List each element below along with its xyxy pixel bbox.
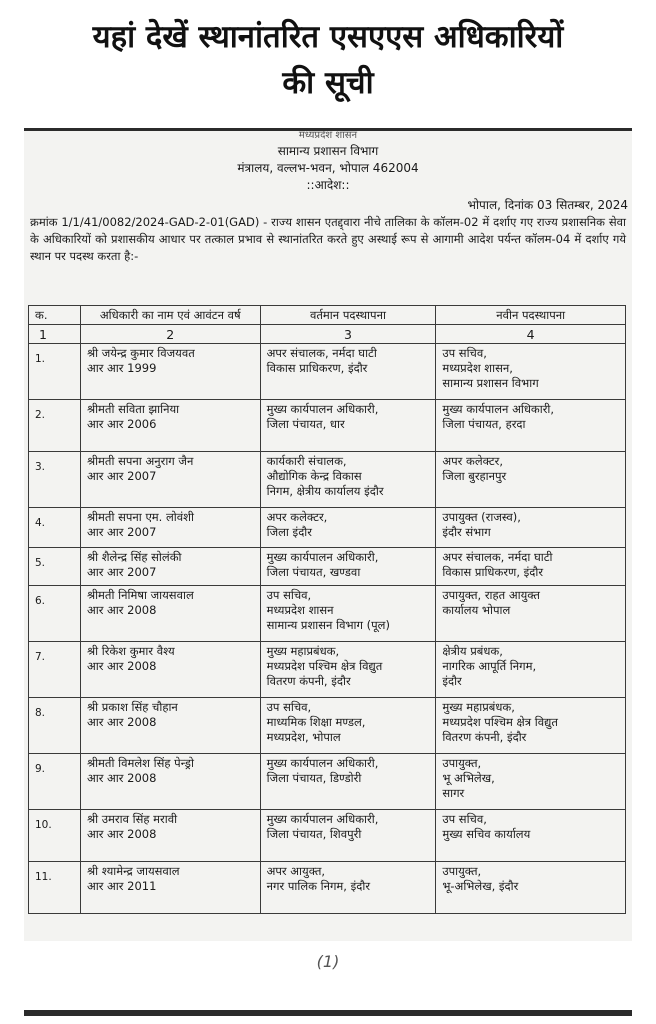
column-number-row [29, 325, 626, 344]
current-posting-cell [260, 548, 436, 586]
officer-name: श्री प्रकाश सिंह चौहान [86, 700, 178, 714]
officer-cell [80, 400, 260, 452]
serial-number: 6. [29, 586, 81, 642]
current-posting-line: जिला पंचायत, डिण्डोरी [266, 771, 362, 785]
officer-batch: आर आर 2007 [86, 525, 157, 539]
officer-name: श्रीमती सपना एम. लोवंशी [86, 510, 194, 524]
new-posting-line: मुख्य सचिव कार्यालय [442, 827, 531, 841]
new-posting-cell [436, 548, 626, 586]
officer-cell [80, 810, 260, 862]
col-number: 3 [260, 325, 436, 344]
table-row [29, 400, 626, 452]
current-posting-line: विकास प्राधिकरण, इंदौर [266, 361, 368, 375]
serial-number: 10. [29, 810, 81, 862]
new-posting-line: उप सचिव, [442, 812, 487, 826]
officer-name: श्री उमराव सिंह मरावी [86, 812, 178, 826]
table-row [29, 344, 626, 400]
officer-name: श्री रिकेश कुमार वैश्य [86, 644, 175, 658]
current-posting-line: जिला पंचायत, खण्डवा [266, 565, 361, 579]
current-posting-cell [260, 642, 436, 698]
table-row [29, 548, 626, 586]
current-posting-line: मुख्य कार्यपालन अधिकारी, [266, 550, 379, 564]
department-address: मंत्रालय, वल्लभ-भवन, भोपाल 462004 [237, 161, 419, 175]
col-number: 1 [29, 325, 81, 344]
officer-name: श्री शैलेन्द्र सिंह सोलंकी [86, 550, 182, 564]
new-posting-line: मध्यप्रदेश शासन, [442, 361, 513, 375]
table-row [29, 862, 626, 914]
new-posting-line: जिला बुरहानपुर [442, 469, 507, 483]
current-posting-line: सामान्य प्रशासन विभाग (पूल) [266, 618, 390, 632]
new-posting-line: नागरिक आपूर्ति निगम, [442, 659, 537, 673]
current-posting-cell [260, 586, 436, 642]
current-posting-line: मुख्य कार्यपालन अधिकारी, [266, 756, 379, 770]
officer-cell [80, 452, 260, 508]
header-current: वर्तमान पदस्थापना [260, 306, 436, 325]
serial-number: 5. [29, 548, 81, 586]
current-posting-line: नगर पालिक निगम, इंदौर [266, 879, 371, 893]
new-posting-line: कार्यालय भोपाल [442, 603, 511, 617]
new-posting-line: अपर संचालक, नर्मदा घाटी [442, 550, 553, 564]
current-posting-line: मध्यप्रदेश, भोपाल [266, 730, 341, 744]
new-posting-cell [436, 810, 626, 862]
table-row [29, 452, 626, 508]
officer-cell [80, 754, 260, 810]
current-posting-line: अपर आयुक्त, [266, 864, 326, 878]
serial-number: 9. [29, 754, 81, 810]
serial-number: 1. [29, 344, 81, 400]
officer-batch: आर आर 2011 [86, 879, 157, 893]
table-row [29, 698, 626, 754]
new-posting-line: सागर [442, 786, 465, 800]
current-posting-cell [260, 698, 436, 754]
officer-name: श्री श्यामेन्द्र जायसवाल [86, 864, 180, 878]
new-posting-line: मुख्य कार्यपालन अधिकारी, [442, 402, 555, 416]
new-posting-line: उपायुक्त, राहत आयुक्त [442, 588, 540, 602]
headline-line-2: की सूची [282, 65, 374, 101]
transfer-table [28, 305, 626, 914]
serial-number: 4. [29, 508, 81, 548]
table-row [29, 642, 626, 698]
new-posting-line: सामान्य प्रशासन विभाग [442, 376, 539, 390]
page-number: (1) [316, 952, 340, 971]
new-posting-line: अपर कलेक्टर, [442, 454, 504, 468]
current-posting-cell [260, 862, 436, 914]
new-posting-cell [436, 754, 626, 810]
new-posting-line: इंदौर संभाग [442, 525, 491, 539]
officer-name: श्रीमती सविता झानिया [86, 402, 180, 416]
current-posting-line: मुख्य कार्यपालन अधिकारी, [266, 402, 379, 416]
officer-batch: आर आर 2007 [86, 565, 157, 579]
new-posting-line: विकास प्राधिकरण, इंदौर [442, 565, 544, 579]
officer-cell [80, 344, 260, 400]
officer-batch: आर आर 2008 [86, 603, 157, 617]
new-posting-cell [436, 642, 626, 698]
headline [0, 14, 656, 106]
current-posting-line: वितरण कंपनी, इंदौर [266, 674, 351, 688]
officer-name: श्रीमती विमलेश सिंह पेन्ड्रो [86, 756, 194, 770]
officer-cell [80, 698, 260, 754]
serial-number: 11. [29, 862, 81, 914]
department-name: सामान्य प्रशासन विभाग [277, 144, 379, 158]
order-text: क्रमांक 1/1/41/0082/2024-GAD-2-01(GAD) - राज्य शासन एतद्द्वारा नीचे तालिका के कॉलम-02 में दर्शाए गए राज्य प्रशासनिक सेवा के अधिकारियों को प्रशासकीय आधार पर तत्काल प्रभाव से स्थानांतरित करते हुए अस्थाई रूप से आगामी आदेश पर्यन्त कॉलम-04 में दर्शाए गये स्थान पर पदस्थ करता है:- [30, 215, 626, 263]
new-posting-line: उप सचिव, [442, 346, 487, 360]
headline-line-1: यहां देखें स्थानांतरित एसएएस अधिकारियों [92, 19, 564, 55]
officer-batch: आर आर 2008 [86, 715, 157, 729]
officer-cell [80, 862, 260, 914]
table-row [29, 810, 626, 862]
officer-cell [80, 642, 260, 698]
current-posting-line: जिला पंचायत, शिवपुरी [266, 827, 362, 841]
new-posting-cell [436, 344, 626, 400]
officer-batch: आर आर 1999 [86, 361, 157, 375]
current-posting-line: उप सचिव, [266, 588, 312, 602]
current-posting-cell [260, 810, 436, 862]
current-posting-line: जिला इंदौर [266, 525, 312, 539]
current-posting-line: निगम, क्षेत्रीय कार्यालय इंदौर [266, 484, 384, 498]
table-row [29, 508, 626, 548]
table-header-row [29, 306, 626, 325]
new-posting-line: उपायुक्त, [442, 756, 482, 770]
current-posting-cell [260, 452, 436, 508]
current-posting-line: मुख्य महाप्रबंधक, [266, 644, 340, 658]
new-posting-line: भू अभिलेख, [442, 771, 495, 785]
new-posting-line: इंदौर [442, 674, 462, 688]
officer-batch: आर आर 2008 [86, 827, 157, 841]
new-posting-line: भू-अभिलेख, इंदौर [442, 879, 519, 893]
divider [24, 1010, 632, 1016]
current-posting-line: जिला पंचायत, धार [266, 417, 345, 431]
new-posting-line: उपायुक्त, [442, 864, 482, 878]
current-posting-cell [260, 400, 436, 452]
officer-cell [80, 508, 260, 548]
table-row [29, 586, 626, 642]
order-label: ::आदेश:: [306, 178, 350, 192]
current-posting-line: औद्योगिक केन्द्र विकास [266, 469, 362, 483]
serial-number: 7. [29, 642, 81, 698]
officer-batch: आर आर 2008 [86, 659, 157, 673]
officer-cell [80, 548, 260, 586]
govt-header: मध्यप्रदेश शासन [298, 130, 358, 141]
new-posting-line: वितरण कंपनी, इंदौर [442, 730, 527, 744]
current-posting-line: कार्यकारी संचालक, [266, 454, 347, 468]
date-row [24, 194, 632, 212]
officer-batch: आर आर 2006 [86, 417, 157, 431]
header-new: नवीन पदस्थापना [436, 306, 626, 325]
current-posting-line: अपर कलेक्टर, [266, 510, 328, 524]
new-posting-cell [436, 862, 626, 914]
new-posting-line: मध्यप्रदेश पश्चिम क्षेत्र विद्युत [442, 715, 558, 729]
new-posting-line: मुख्य महाप्रबंधक, [442, 700, 515, 714]
new-posting-line: क्षेत्रीय प्रबंधक, [442, 644, 503, 658]
serial-number: 8. [29, 698, 81, 754]
new-posting-cell [436, 508, 626, 548]
order-date: भोपाल, दिनांक 03 सितम्बर, 2024 [467, 198, 628, 212]
new-posting-cell [436, 400, 626, 452]
current-posting-line: अपर संचालक, नर्मदा घाटी [266, 346, 377, 360]
new-posting-line: जिला पंचायत, हरदा [442, 417, 526, 431]
serial-number: 2. [29, 400, 81, 452]
officer-name: श्रीमती सपना अनुराग जैन [86, 454, 194, 468]
new-posting-cell [436, 698, 626, 754]
header-name: अधिकारी का नाम एवं आवंटन वर्ष [80, 306, 260, 325]
header-sn: क. [29, 306, 81, 325]
current-posting-line: मध्यप्रदेश पश्चिम क्षेत्र विद्युत [266, 659, 383, 673]
serial-number: 3. [29, 452, 81, 508]
officer-name: श्रीमती निमिषा जायसवाल [86, 588, 194, 602]
new-posting-line: उपायुक्त (राजस्व), [442, 510, 521, 524]
current-posting-line: उप सचिव, [266, 700, 312, 714]
new-posting-cell [436, 586, 626, 642]
officer-batch: आर आर 2008 [86, 771, 157, 785]
table-row [29, 754, 626, 810]
col-number: 4 [436, 325, 626, 344]
officer-name: श्री जयेन्द्र कुमार विजयवत [86, 346, 195, 360]
current-posting-cell [260, 344, 436, 400]
document-scan [24, 128, 632, 941]
current-posting-cell [260, 754, 436, 810]
officer-cell [80, 586, 260, 642]
current-posting-cell [260, 508, 436, 548]
new-posting-cell [436, 452, 626, 508]
current-posting-line: मुख्य कार्यपालन अधिकारी, [266, 812, 379, 826]
current-posting-line: मध्यप्रदेश शासन [266, 603, 334, 617]
current-posting-line: माध्यमिक शिक्षा मण्डल, [266, 715, 366, 729]
col-number: 2 [80, 325, 260, 344]
officer-batch: आर आर 2007 [86, 469, 157, 483]
